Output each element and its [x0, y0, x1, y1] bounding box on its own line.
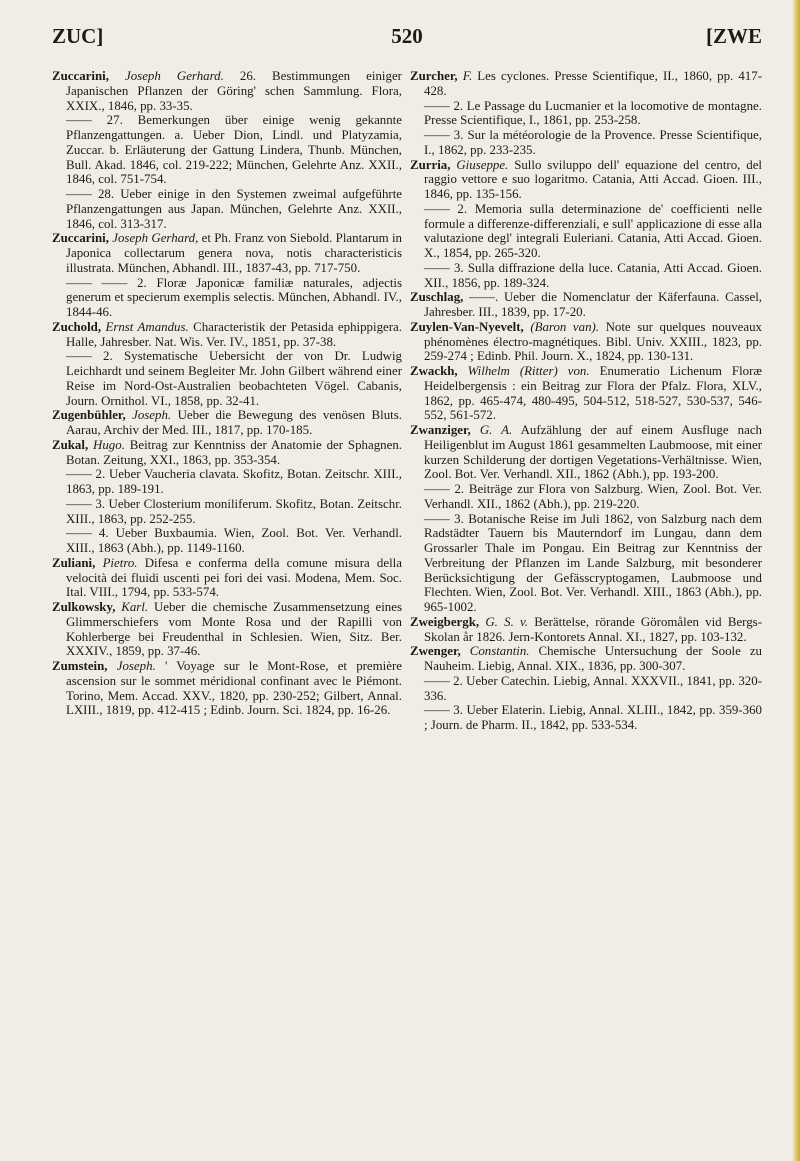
author-given-name: Joseph. [132, 408, 172, 423]
entry-text: Note sur quelques nouveaux phénomènes électro-magnétiques. Bibl. Univ. XXIII., 1823, pp. 259-274 ; Edinb. Phil. Journ. X., 1824, pp. 130-131. [424, 319, 762, 364]
subentry-text: —— —— 2. Floræ Japonicæ familiæ naturales, adjectis generum et specierum exemplis selectis. München, Abhandl. IV., 1844-46. [66, 275, 402, 319]
author-given-name: Constantin. [469, 644, 530, 659]
bibliography-subentry [52, 276, 402, 320]
bibliography-subentry [410, 674, 762, 704]
author-surname: Zwenger, [410, 644, 461, 659]
entry-text: Ueber die Bewegung des venösen Bluts. Aarau, Archiv der Med. III., 1817, pp. 170-185. [66, 408, 402, 437]
entry-text: 26. Bestimmungen einiger Japanischen Pflanzen der Göring' schen Sammlung. Flora, XXIX., 1846, pp. 33-35. [66, 69, 402, 113]
header-left-range: ZUC] [52, 24, 104, 48]
author-surname: Zwanziger, [410, 423, 471, 437]
entry-text: et Ph. Franz von Siebold. Plantarum in Japonica collectarum genera nova, notis characteristicis illustrata. München, Abhandl. III., 1837-43, pp. 717-750. [66, 231, 402, 275]
bibliography-entry [52, 69, 402, 113]
subentry-text: —— 3. Sulla diffrazione della luce. Catania, Atti Accad. Gioen. XII., 1856, pp. 189-324. [424, 260, 762, 290]
entry-text: Les cyclones. Presse Scientifique, II., 1860, pp. 417-428. [424, 69, 762, 98]
bibliography-subentry [410, 482, 762, 512]
bibliography-subentry [410, 128, 762, 158]
author-surname: Zuliani, [52, 555, 96, 570]
subentry-text: —— 2. Ueber Catechin. Liebig, Annal. XXXVII., 1841, pp. 320-336. [424, 673, 762, 703]
bibliography-entry [52, 600, 402, 659]
bibliography-entry [410, 158, 762, 202]
bibliography-subentry [410, 703, 762, 733]
bibliography-subentry [52, 497, 402, 527]
page-number: 520 [391, 24, 423, 48]
author-given-name: Wilhelm (Ritter) von. [467, 364, 590, 378]
page-header [52, 24, 762, 58]
bibliography-entry [52, 231, 402, 275]
bibliography-subentry [52, 187, 402, 231]
subentry-text: —— 27. Bemerkungen über einige wenig gekannte Pflanzengattungen. a. Ueber Dion, Lindl. und Platyzamia, Zuccar. b. Erläuterung der Gattung Lindera, Thunb. München, Bull. Akad. 1846, col. 219-222; München, Gelehrte Anz. XXII., 1846, col. 751-754. [66, 113, 402, 187]
subentry-text: —— 2. Beiträge zur Flora von Salzburg. Wien, Zool. Bot. Ver. Verhandl. XII., 1862 (Abh.), pp. 219-220. [424, 482, 762, 511]
bibliography-subentry [410, 202, 762, 261]
author-surname: Zuccarini, [52, 231, 109, 246]
author-given-name: Giuseppe. [456, 157, 509, 172]
subentry-text: —— 2. Le Passage du Lucmanier et la locomotive de montagne. Presse Scientifique, I., 1861, pp. 253-258. [424, 98, 762, 128]
subentry-text: —— 2. Ueber Vaucheria clavata. Skofitz, Botan. Zeitschr. XIII., 1863, pp. 189-191. [66, 467, 402, 496]
subentry-text: —— 28. Ueber einige in den Systemen zweimal aufgeführte Pflanzengattungen aus Japan. München, Gelehrte Anz. XXII., 1846, col. 313-317. [66, 187, 402, 231]
author-surname: Zumstein, [52, 659, 108, 673]
subentry-text: —— 2. Systematische Uebersicht der von Dr. Ludwig Leichhardt und seinem Begleiter Mr. John Gilbert während einer Reise im Nord-Ost-Australien beobachteten Vögel. Cabanis, Journ. Ornithol. VI., 1858, pp. 32-41. [66, 349, 402, 408]
entry-text: Sullo sviluppo dell' equazione del centro, del raggio vettore e suo logaritmo. Catania, Atti Accad. Gioen. III., 1846, pp. 135-156. [424, 157, 763, 201]
author-given-name: Ernst Amandus. [105, 319, 189, 334]
author-given-name: Joseph. [116, 659, 156, 673]
bibliography-entry [410, 69, 762, 99]
bibliography-subentry [52, 113, 402, 187]
author-given-name: G. A. [479, 423, 513, 437]
author-surname: Zuylen-Van-Nyevelt, [410, 319, 524, 334]
bibliography-entry [52, 438, 402, 468]
author-surname: Zulkowsky, [52, 600, 116, 614]
left-column [52, 69, 402, 718]
entry-text: Berättelse, rörande Göromålen vid Bergs-Skolan år 1826. Jern-Kontorets Annal. XI., 1827, pp. 103-132. [424, 614, 762, 644]
author-surname: Zwackh, [410, 364, 458, 378]
subentry-text: —— 3. Botanische Reise im Juli 1862, von Salzburg nach dem Radstädter Tauern bis Mauterndorf im Lungau, dann dem Grossarler Thale im Pongau. Ein Beitrag zur Kenntniss der Verbreitung der Pflanzen im Lande Salzburg, mit besonderer Berücksichtigung der Gefässcryptogamen, Laubmoose und Flechten. Wien, Zool. Bot. Ver. Verhandl. XIII., 1863 (Abh.), pp. 965-1002. [424, 511, 762, 614]
entry-text: Difesa e conferma della comune misura della velocità dei fluidi uscenti pei fori dei vasi. Modena, Mem. Soc. Ital. VIII., 1794, pp. 533-574. [66, 555, 402, 600]
bibliography-entry [52, 659, 402, 718]
author-surname: Zurria, [410, 157, 451, 172]
entry-text: ——. Ueber die Nomenclatur der Käferfauna. Cassel, Jahresber. III., 1839, pp. 17-20. [424, 290, 762, 319]
entry-text: Chemische Untersuchung der Soole zu Nauheim. Liebig, Annal. XIX., 1836, pp. 300-307. [424, 644, 762, 673]
bibliography-entry [52, 320, 402, 350]
author-given-name: Pietro. [102, 555, 138, 570]
bibliography-subentry [52, 526, 402, 556]
author-given-name: Karl. [121, 600, 149, 614]
author-given-name: Hugo. [93, 437, 125, 452]
author-given-name: Joseph Gerhard. [125, 69, 224, 83]
subentry-text: —— 3. Sur la météorologie de la Provence. Presse Scientifique, I., 1862, pp. 233-235. [424, 128, 762, 157]
author-surname: Zurcher, [410, 69, 458, 83]
author-surname: Zweigbergk, [410, 614, 480, 629]
bibliography-entry [410, 423, 762, 482]
right-column [410, 69, 762, 733]
page-edge-tint [792, 0, 800, 1161]
bibliography-subentry [410, 261, 762, 291]
author-surname: Zukal, [52, 437, 89, 452]
author-surname: Zuschlag, [410, 290, 464, 305]
bibliography-entry [410, 644, 762, 674]
bibliography-subentry [52, 349, 402, 408]
bibliography-subentry [410, 99, 762, 129]
subentry-text: —— 4. Ueber Buxbaumia. Wien, Zool. Bot. Ver. Verhandl. XIII., 1863 (Abh.), pp. 1149-1160. [66, 526, 402, 555]
bibliography-entry [52, 408, 402, 438]
author-given-name: (Baron van). [530, 319, 600, 334]
author-surname: Zugenbühler, [52, 408, 126, 423]
author-surname: Zuccarini, [52, 69, 109, 83]
bibliography-entry [52, 556, 402, 600]
author-given-name: Joseph Gerhard, [112, 231, 199, 246]
entry-text: Aufzählung der auf einem Ausfluge nach Heiligenblut im August 1861 gesammelten Laubmoose, mit einer kurzen Schilderung der dortigen Vegetations-Verhältnisse. Wien, Zool. Bot. Ver. Verhandl. XII., 1862 (Abh.), pp. 193-200. [424, 423, 762, 482]
subentry-text: —— 3. Ueber Closterium moniliferum. Skofitz, Botan. Zeitschr. XIII., 1863, pp. 252-255. [66, 496, 402, 526]
author-surname: Zuchold, [52, 319, 102, 334]
entry-text: ' Voyage sur le Mont-Rose, et première ascension sur le sommet méridional confinant avec le Piémont. Torino, Mem. Accad. XXV., 1820, pp. 230-252; Gilbert, Annal. LXIII., 1819, pp. 412-415 ; Edinb. Journ. Sci. 1824, pp. 16-26. [66, 659, 402, 718]
author-given-name: G. S. v. [485, 614, 529, 629]
subentry-text: —— 3. Ueber Elaterin. Liebig, Annal. XLIII., 1842, pp. 359-360 ; Journ. de Pharm. II., 1842, pp. 533-534. [424, 703, 762, 732]
entry-text: Characteristik der Petasida ephippigera. Halle, Jahresber. Nat. Wis. Ver. IV., 1851, pp. 37-38. [66, 319, 402, 349]
entry-text: Enumeratio Lichenum Floræ Heidelbergensis : ein Beitrag zur Flora der Pfalz. Flora, XLV., 1862, pp. 465-474, 480-495, 504-512, 518-527, 530-537, 546-552, 561-572. [424, 364, 762, 423]
bibliography-entry [410, 290, 762, 320]
bibliography-subentry [52, 467, 402, 497]
bibliography-subentry [410, 512, 762, 615]
bibliography-entry [410, 615, 762, 645]
author-given-name: F. [462, 69, 473, 83]
bibliography-entry [410, 320, 762, 364]
entry-text: Beitrag zur Kenntniss der Anatomie der Sphagnen. Botan. Zeitung, XXI., 1863, pp. 353-354. [66, 437, 402, 467]
entry-text: Ueber die chemische Zusammensetzung eines Glimmerschiefers vom Monte Rosa und der Rapilli von Kohlerberge bei Freudenthal in Schlesien. Wien, Sitz. Ber. XXXIV., 1859, pp. 37-46. [66, 600, 402, 659]
bibliography-entry [410, 364, 762, 423]
header-right-range: [ZWE [705, 24, 762, 48]
subentry-text: —— 2. Memoria sulla determinazione de' coefficienti nelle formule a differenze-differenziali, e sull' applicazione di esse alla valutazione degl' integrali Euleriani. Catania, Atti Accad. Gioen. X., 1854, pp. 265-320. [424, 201, 762, 260]
